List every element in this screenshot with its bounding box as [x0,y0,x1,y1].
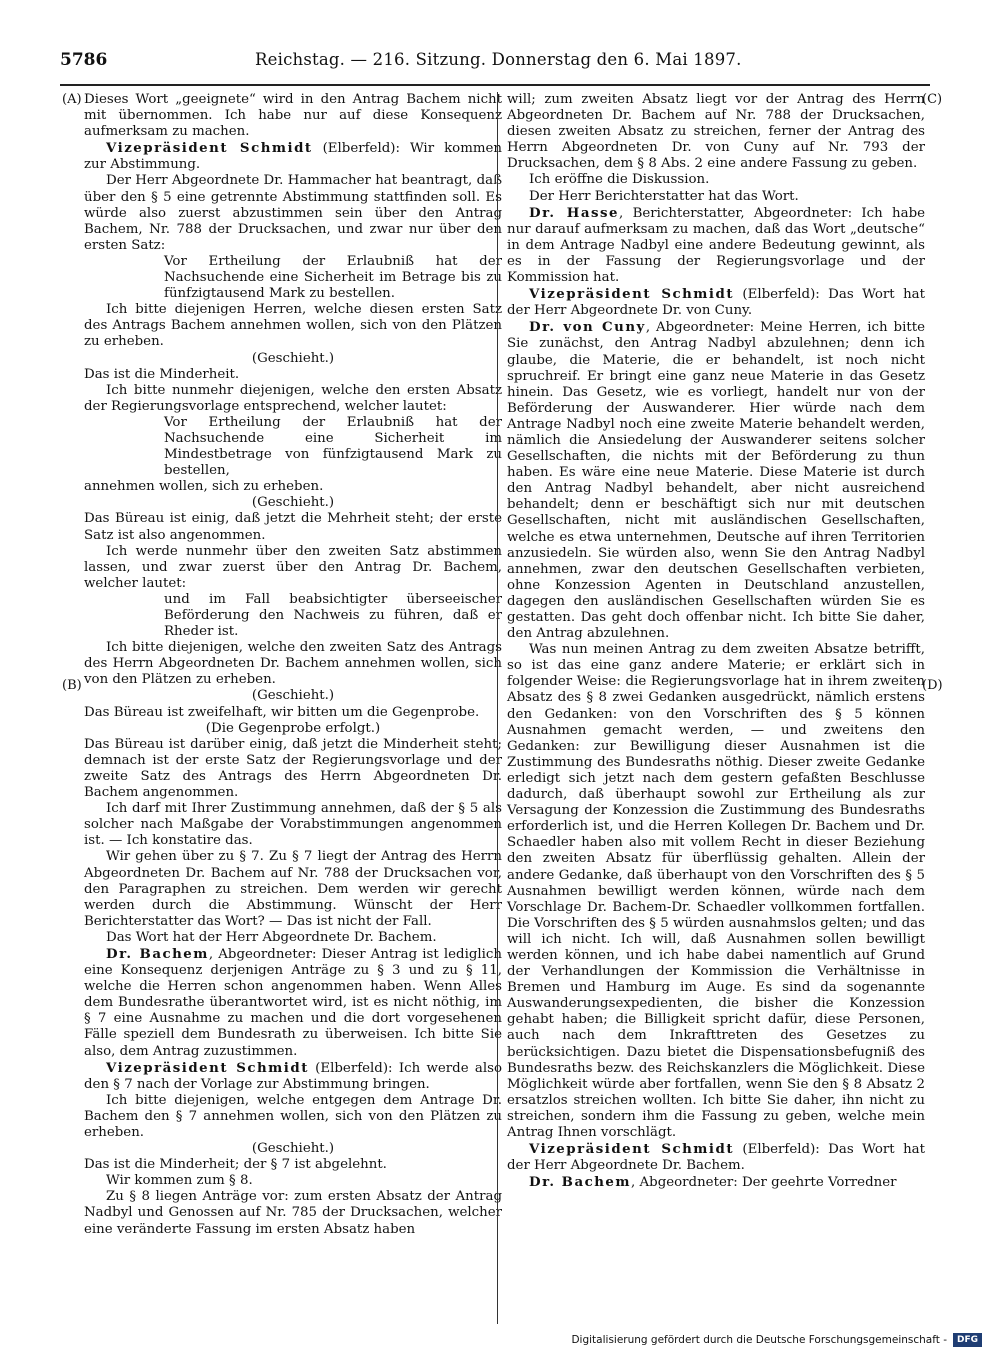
speaker-name: Dr. Bachem [529,1174,632,1191]
margin-marker-c: (C) [922,92,943,107]
paragraph-text: Ich bitte diejenigen Herren, welche diesen ersten Satz des Antrags Bachem annehmen wollen, sich von den Plätzen zu erheben. [84,302,502,350]
left-paragraph [84,1157,502,1173]
paragraph-text: Was nun meinen Antrag zu dem zweiten Absatze betrifft, so ist das eine ganz andere Materie; er erklärt sich in folgender Weise: die Regierungsvorlage hat in ihrem zweiten Absatz des § 8 zwei Gedanken ausgedrückt, nämlich erstens den Gedanken: von den Vorschriften des § 5 können Ausnahmen gemacht werden, — und zweitens den Gedanken: zur Bewilligung dieser Ausnahmen ist die Zustimmung des Bundesraths nöthig. Dieser zweite Gedanke erledigt sich jetzt nach dem gestern gefaßten Beschlusse dadurch, daß überhaupt sowohl zur Ertheilung als zur Versagung der Konzession die Zustimmung des Bundesraths erforderlich ist, und die Herren Kollegen Dr. Bachem und Dr. Schaedler haben also mit vollem Recht in dieser Beziehung den zweiten Absatz für überflüssig gehalten. Allein der andere Gedanke, daß überhaupt von den Vorschriften des § 5 Ausnahmen bewilligt werden können, würde nach dem Vorschlage Dr. Bachem-Dr. Schaedler vollkommen fortfallen. Die Vorschriften des § 5 würden ausnahmslos gelten; und das will ich nicht. Ich will, daß Ausnahmen sollen bewilligt werden können, und ich habe dabei namentlich auf Grund der Verhandlungen der Kommission die Verhältnisse in Bremen und Hamburg im Auge. Es sind da sogenannte Auswanderungsexpedienten, die bisher die Konzession gehabt haben; die Billigkeit spricht dafür, diese Personen, auch nach dem Inkrafttreten des Gesetzes zu berücksichtigen. Dazu bietet die Dispensationsbefugniß des Bundesraths bezw. des Reichskanzlers die Möglichkeit. Diese Möglichkeit würde aber fortfallen, wenn Sie den § 8 Absatz 2 ersatzlos streichen wollten. Ich bitte Sie daher, ihn nicht zu streichen, sondern ihm die Fassung zu geben, welche mein Antrag Ihnen vorschlägt. [507,642,925,1140]
left-column [84,92,502,1238]
right-paragraph [507,286,925,319]
paragraph-text: (Die Gegenprobe erfolgt.) [205,720,381,736]
left-paragraph [84,302,502,350]
speaker-name: Vizepräsident Schmidt [529,286,734,303]
right-paragraph [507,189,925,205]
speaker-name: Dr. Bachem [106,945,209,962]
paragraph-text: , Berichterstatter, Abgeordneter: Ich habe nur darauf aufmerksam zu machen, daß das Wort „deutsche“ in dem Antrage Nadbyl eine andere Bedeutung gewinnt, als es in der Fassung der Regierungsvorlage und der Kommission hat. [507,205,926,286]
paragraph-text: Vor Ertheilung der Erlaubniß hat der Nachsuchende eine Sicherheit im Betrage bis zu fünfzigtausend Mark zu bestellen. [164,253,502,302]
left-paragraph [84,1060,502,1093]
paragraph-text: Zu § 8 liegen Anträge vor: zum ersten Absatz der Antrag Nadbyl und Genossen auf Nr. 785 der Drucksachen, welcher eine veränderte Fassung im ersten Absatz haben [84,1189,502,1237]
left-paragraph [84,351,502,367]
header-rule [60,84,930,86]
right-column [507,92,925,1191]
paragraph-text: , Abgeordneter: Meine Herren, ich bitte Sie zunächst, den Antrag Nadbyl abzulehnen; denn ich glaube, die Materie, die er behandelt, ist noch nicht spruchreif. Er bringt eine ganz neue Materie in das Gesetz hinein. Das Gesetz, wie es vorliegt, handelt nur von der Beförderung der Auswanderer. Hier würde nach dem Antrage Nadbyl noch eine zweite Materie behandelt werden, nämlich die Ansiedelung der Auswanderer seitens solcher Gesellschaften, die nichts mit der Beförderung zu thun haben. Es wäre eine neue Materie. Diese Materie ist durch den Antrag Nadbyl behandelt, aber nicht ausreichend behandelt; denn er beschäftigt sich nur mit deutschen Gesellschaften, nicht mit ausländischen Gesellschaften, welche es etwa unternehmen, Deutsche auf ihren Territorien anzusiedeln. Sie würden also, wenn Sie den Antrag Nadbyl annehmen, zwar den deutschen Gesellschaften verbieten, ohne Konzession Agenten in Deutschland anzustellen, dagegen den ausländischen Gesellschaften würden Sie es gestatten. Das geht doch offenbar nicht. Ich bitte Sie daher, den Antrag abzulehnen. [507,320,925,642]
footer-text: Digitalisierung gefördert durch die Deutsche Forschungsgemeinschaft - [571,1334,947,1346]
speaker-name: Vizepräsident Schmidt [529,1141,734,1158]
paragraph-text: Das Wort hat der Herr Abgeordnete Dr. Bachem. [106,929,437,945]
right-paragraph [507,319,925,642]
left-paragraph [84,1189,502,1237]
paragraph-text: Ich werde nunmehr über den zweiten Satz abstimmen lassen, und zwar zuerst über den Antrag Dr. Bachem, welcher lautet: [84,543,502,591]
running-head: Reichstag. — 216. Sitzung. Donnerstag den 6. Mai 1897. [255,50,742,69]
left-paragraph [84,592,502,640]
paragraph-text: Der Herr Abgeordnete Dr. Hammacher hat beantragt, daß über den § 5 eine getrennte Abstimmung stattfinden soll. Es würde also zuerst abzustimmen sein über den Antrag Bachem, Nr. 788 der Drucksachen, und zwar nur über den ersten Satz: [84,173,502,253]
paragraph-text: Ich eröffne die Diskussion. [529,172,710,188]
left-paragraph [84,495,502,511]
margin-marker-d: (D) [922,678,943,693]
paragraph-text: will; zum zweiten Absatz liegt vor der Antrag des Herrn Abgeordneten Dr. Bachem auf Nr. 788 der Drucksachen, diesen zweiten Absatz zu streichen, ferner der Antrag des Herrn Abgeordneten Dr. von Cuny auf Nr. 793 der Drucksachen, dem § 8 Abs. 2 eine andere Fassung zu geben. [507,92,925,172]
paragraph-text: , Abgeordneter: Der geehrte Vorredner [631,1175,897,1191]
right-paragraph [507,172,925,188]
left-paragraph [84,415,502,479]
dfg-logo: DFG [953,1333,982,1347]
paragraph-text: Dieses Wort „geeignete“ wird in den Antrag Bachem nicht mit übernommen. Ich habe nur auf diese Konsequenz aufmerksam zu machen. [84,92,502,140]
left-paragraph [84,1173,502,1189]
paragraph-text: Ich bitte diejenigen, welche den zweiten Satz des Antrags des Herrn Abgeordneten Dr. Bachem annehmen wollen, sich von den Plätzen zu erheben. [84,640,502,688]
left-paragraph [84,544,502,592]
left-paragraph [84,705,502,721]
left-paragraph [84,946,502,1060]
left-paragraph [84,849,502,929]
left-paragraph [84,140,502,173]
column-divider [497,92,498,1324]
paragraph-text: (Elberfeld): Ich werde also den § 7 nach der Vorlage zur Abstimmung bringen. [84,1060,502,1092]
speaker-name: Dr. Hasse [529,204,620,221]
paragraph-text: (Elberfeld): Wir kommen zur Abstimmung. [84,141,502,173]
paragraph-text: Das Büreau ist einig, daß jetzt die Mehrheit steht; der erste Satz ist also angenommen. [84,511,502,543]
left-paragraph [84,801,502,849]
paragraph-text: (Geschieht.) [251,350,335,366]
left-paragraph [84,640,502,688]
paragraph-text: Das Büreau ist zweifelhaft, wir bitten um die Gegenprobe. [84,704,480,720]
left-paragraph [84,92,502,140]
left-paragraph [84,930,502,946]
right-paragraph [507,1141,925,1174]
paragraph-text: Der Herr Berichterstatter hat das Wort. [529,188,799,204]
paragraph-text: (Geschieht.) [251,1141,335,1157]
left-paragraph [84,173,502,253]
page-number: 5786 [60,50,108,70]
left-paragraph [84,511,502,543]
paragraph-text: (Geschieht.) [251,495,335,511]
right-paragraph [507,205,925,286]
paragraph-text: Wir kommen zum § 8. [106,1173,253,1189]
speaker-name: Dr. von Cuny [529,319,646,336]
paragraph-text: , Abgeordneter: Dieser Antrag ist lediglich eine Konsequenz derjenigen Anträge zu § 3 und zu § 11, welche die Herren schon angenommen haben. Wenn Alles dem Bundesrathe überantwortet wird, ist es nicht nöthig, im § 7 eine Ausnahme zu machen und die dort vorgesehenen Fälle speziell dem Bundesrath zu überweisen. Ich bitte Sie also, dem Antrag zuzustimmen. [84,946,502,1059]
paragraph-text: Ich bitte nunmehr diejenigen, welche den ersten Absatz der Regierungsvorlage entsprechend, welcher lautet: [84,382,502,414]
footer-credit [571,1333,982,1347]
paragraph-text: Ich bitte diejenigen, welche entgegen dem Antrage Dr. Bachem den § 7 annehmen wollen, sich von den Plätzen zu erheben. [84,1092,502,1140]
left-paragraph [84,1141,502,1157]
left-paragraph [84,254,502,302]
paragraph-text: und im Fall beabsichtigter überseeischer Beförderung den Nachweis zu führen, daß er Rheder ist. [164,591,502,640]
right-paragraph [507,92,925,172]
right-paragraph [507,1174,925,1191]
left-paragraph [84,367,502,383]
left-paragraph [84,383,502,415]
paragraph-text: Das Büreau ist darüber einig, daß jetzt die Minderheit steht; demnach ist der erste Satz der Regierungsvorlage und der zweite Satz des Antrags des Herrn Abgeordneten Dr. Bachem angenommen. [84,736,502,801]
paragraph-text: (Geschieht.) [251,688,335,704]
paragraph-text: (Elberfeld): Das Wort hat der Herr Abgeordnete Dr. Bachem. [507,1142,925,1174]
page-header [60,48,930,76]
paragraph-text: annehmen wollen, sich zu erheben. [84,479,324,495]
paragraph-text: Das ist die Minderheit. [84,366,240,382]
margin-marker-a: (A) [62,92,82,107]
left-paragraph [84,688,502,704]
margin-marker-b: (B) [62,678,82,693]
paragraph-text: Ich darf mit Ihrer Zustimmung annehmen, daß der § 5 als solcher nach Maßgabe der Vorabstimmungen angenommen ist. — Ich konstatire das. [84,801,502,849]
speaker-name: Vizepräsident Schmidt [106,140,313,157]
left-paragraph [84,721,502,737]
left-paragraph [84,737,502,801]
paragraph-text: Das ist die Minderheit; der § 7 ist abgelehnt. [84,1157,387,1173]
paragraph-text: Vor Ertheilung der Erlaubniß hat der Nachsuchende eine Sicherheit im Mindestbetrage von fünfzigtausend Mark zu bestellen, [164,414,502,479]
left-paragraph [84,479,502,495]
paragraph-text: (Elberfeld): Das Wort hat der Herr Abgeordnete Dr. von Cuny. [507,287,925,319]
left-paragraph [84,1093,502,1141]
right-paragraph [507,642,925,1141]
paragraph-text: Wir gehen über zu § 7. Zu § 7 liegt der Antrag des Herrn Abgeordneten Dr. Bachem auf Nr. 788 der Drucksachen vor, den Paragraphen zu streichen. Dem werden wir gerecht werden durch die Abstimmung. Wünscht der Herr Berichterstatter das Wort? — Das ist nicht der Fall. [84,849,502,929]
speaker-name: Vizepräsident Schmidt [106,1059,309,1076]
